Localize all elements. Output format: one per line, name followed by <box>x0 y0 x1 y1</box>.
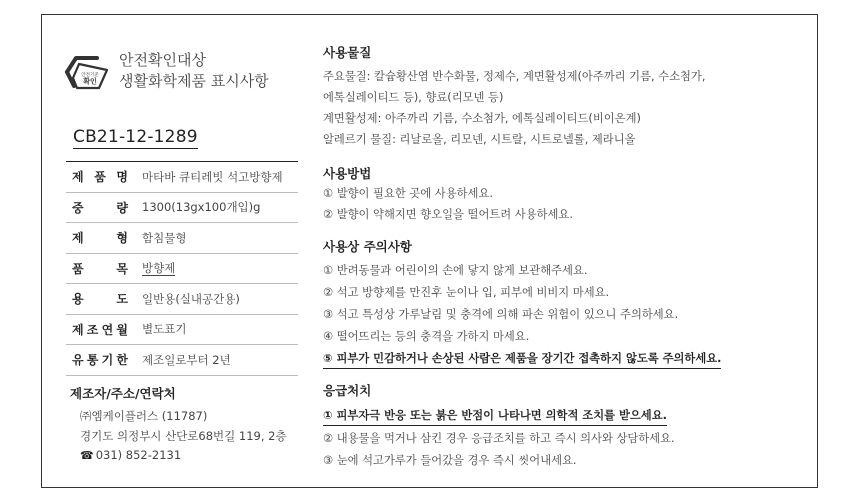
spec-row <box>66 192 298 223</box>
spec-key-letters <box>72 168 128 185</box>
maker-address: 경기도 의정부시 산단로68번길 119, 2층 <box>80 429 287 443</box>
spec-row <box>66 284 298 315</box>
spec-table <box>66 161 298 376</box>
spec-key-letters <box>72 351 128 368</box>
spec-row <box>66 314 298 345</box>
spec-key-char: 통 <box>86 353 99 368</box>
spec-key-char: 제 <box>72 322 84 337</box>
maker-phone: 031) 852-2131 <box>95 448 182 462</box>
caution-line: ③ 석고 특성상 가루날림 및 충격에 의해 파손 위험이 있으니 주의하세요. <box>323 308 679 321</box>
spec-value-cell <box>142 314 298 345</box>
spec-value-cell <box>142 162 298 193</box>
firstaid-line: ③ 눈에 석고가루가 들어갔을 경우 즉시 씻어내세요. <box>323 454 577 467</box>
spec-value: 제조일로부터 2년 <box>142 352 231 367</box>
spec-key-char: 품 <box>94 170 106 185</box>
caution-title: 사용상 주의사항 <box>323 239 412 254</box>
title-line-1: 안전확인대상 <box>119 51 206 69</box>
spec-key-char: 기 <box>101 353 114 368</box>
spec-value-cell <box>142 192 298 223</box>
spec-key-char: 량 <box>116 200 128 215</box>
spec-key <box>66 345 142 376</box>
spec-key-char: 월 <box>116 322 128 337</box>
spec-key <box>66 284 142 315</box>
firstaid-line: ② 내용물을 먹거나 삼킨 경우 응급조치를 하고 즉시 의사와 상담하세요. <box>323 432 675 445</box>
spec-key <box>66 162 142 193</box>
spec-key <box>66 223 142 254</box>
spec-value: 1300(13gx100개입)g <box>142 200 261 215</box>
usage-line: ② 발향이 약해지면 향오일을 떨어트려 사용하세요. <box>323 208 573 221</box>
materials-line: 에톡실레이티드 등), 향료(리모넨 등) <box>323 91 504 104</box>
caution-line: ① 반려동물과 어린이의 손에 닿지 않게 보관해주세요. <box>323 264 588 277</box>
spec-key-char: 한 <box>116 353 128 368</box>
spec-key-letters <box>72 290 128 307</box>
spec-key-char: 도 <box>116 292 128 307</box>
spec-value-cell <box>142 284 298 315</box>
caution-line: ② 석고 방향제를 만진후 눈이나 입, 피부에 비비지 마세요. <box>323 286 610 299</box>
spec-value: 별도표기 <box>142 322 187 337</box>
spec-value-cell <box>142 223 298 254</box>
spec-key-char: 목 <box>116 261 128 276</box>
usage-title: 사용방법 <box>323 166 372 181</box>
spec-key-char: 조 <box>86 322 99 337</box>
svg-text:안전기준: 안전기준 <box>81 73 99 78</box>
maker-title: 제조자/주소/연락처 <box>70 386 176 401</box>
spec-key-char: 연 <box>101 322 114 337</box>
firstaid-line-emphasis: ① 피부자극 반응 또는 붉은 반점이 나타나면 의학적 조치를 받으세요. <box>323 407 667 426</box>
materials-title: 사용물질 <box>323 45 372 60</box>
spec-value-cell <box>142 345 298 376</box>
spec-key-char: 품 <box>72 261 84 276</box>
spec-key-char: 용 <box>72 292 84 307</box>
materials-line: 계면활성제: 아주까리 기름, 수소첨가, 에톡실레이티드(비이온계) <box>323 112 641 125</box>
spec-key-letters <box>72 260 128 277</box>
firstaid-title: 응급처치 <box>323 383 372 398</box>
spec-key-char: 명 <box>116 170 128 185</box>
materials-line: 알레르기 물질: 리날로올, 리모넨, 시트랄, 시트로넬롤, 제라니올 <box>323 133 636 146</box>
spec-key-letters <box>72 229 128 246</box>
spec-row <box>66 345 298 376</box>
maker-phone-row <box>80 448 181 462</box>
maker-name: ㈜엠케이플러스 (11787) <box>80 409 208 423</box>
spec-row <box>66 253 298 284</box>
caution-line-emphasis: ⑤ 피부가 민감하거나 손상된 사람은 제품을 장기간 접촉하지 않도록 주의하세요. <box>323 350 721 369</box>
spec-value: 마타바 큐티레빗 석고방향제 <box>142 169 283 184</box>
materials-line: 주요물질: 칼슘황산염 반수화물, 정제수, 계면활성제(아주까리 기름, 수소첨가, <box>323 70 706 83</box>
phone-icon: ☎ <box>80 449 94 462</box>
spec-value-cell <box>142 253 298 284</box>
spec-key-char: 제 <box>72 231 84 246</box>
spec-key <box>66 314 142 345</box>
spec-row <box>66 223 298 254</box>
spec-value: 일반용(실내공간용) <box>142 291 240 306</box>
safety-code: CB21-12-1289 <box>73 127 198 147</box>
spec-value: 방향제 <box>142 261 176 276</box>
caution-line: ④ 떨어뜨리는 등의 충격을 가하지 마세요. <box>323 330 530 343</box>
spec-key <box>66 192 142 223</box>
svg-text:확인: 확인 <box>83 77 97 86</box>
spec-key-char: 제 <box>72 170 84 185</box>
safety-check-logo <box>63 46 111 94</box>
spec-key-char: 형 <box>116 231 128 246</box>
spec-key-char: 중 <box>72 200 84 215</box>
spec-key-char: 유 <box>72 353 84 368</box>
usage-line: ① 발향이 필요한 곳에 사용하세요. <box>323 187 493 200</box>
title-line-2: 생활화학제품 표시사항 <box>119 72 269 90</box>
spec-value: 함침물형 <box>142 230 187 245</box>
spec-key-letters <box>72 199 128 216</box>
spec-key <box>66 253 142 284</box>
product-category-title <box>119 50 269 92</box>
spec-key-letters <box>72 321 128 338</box>
spec-row <box>66 162 298 193</box>
